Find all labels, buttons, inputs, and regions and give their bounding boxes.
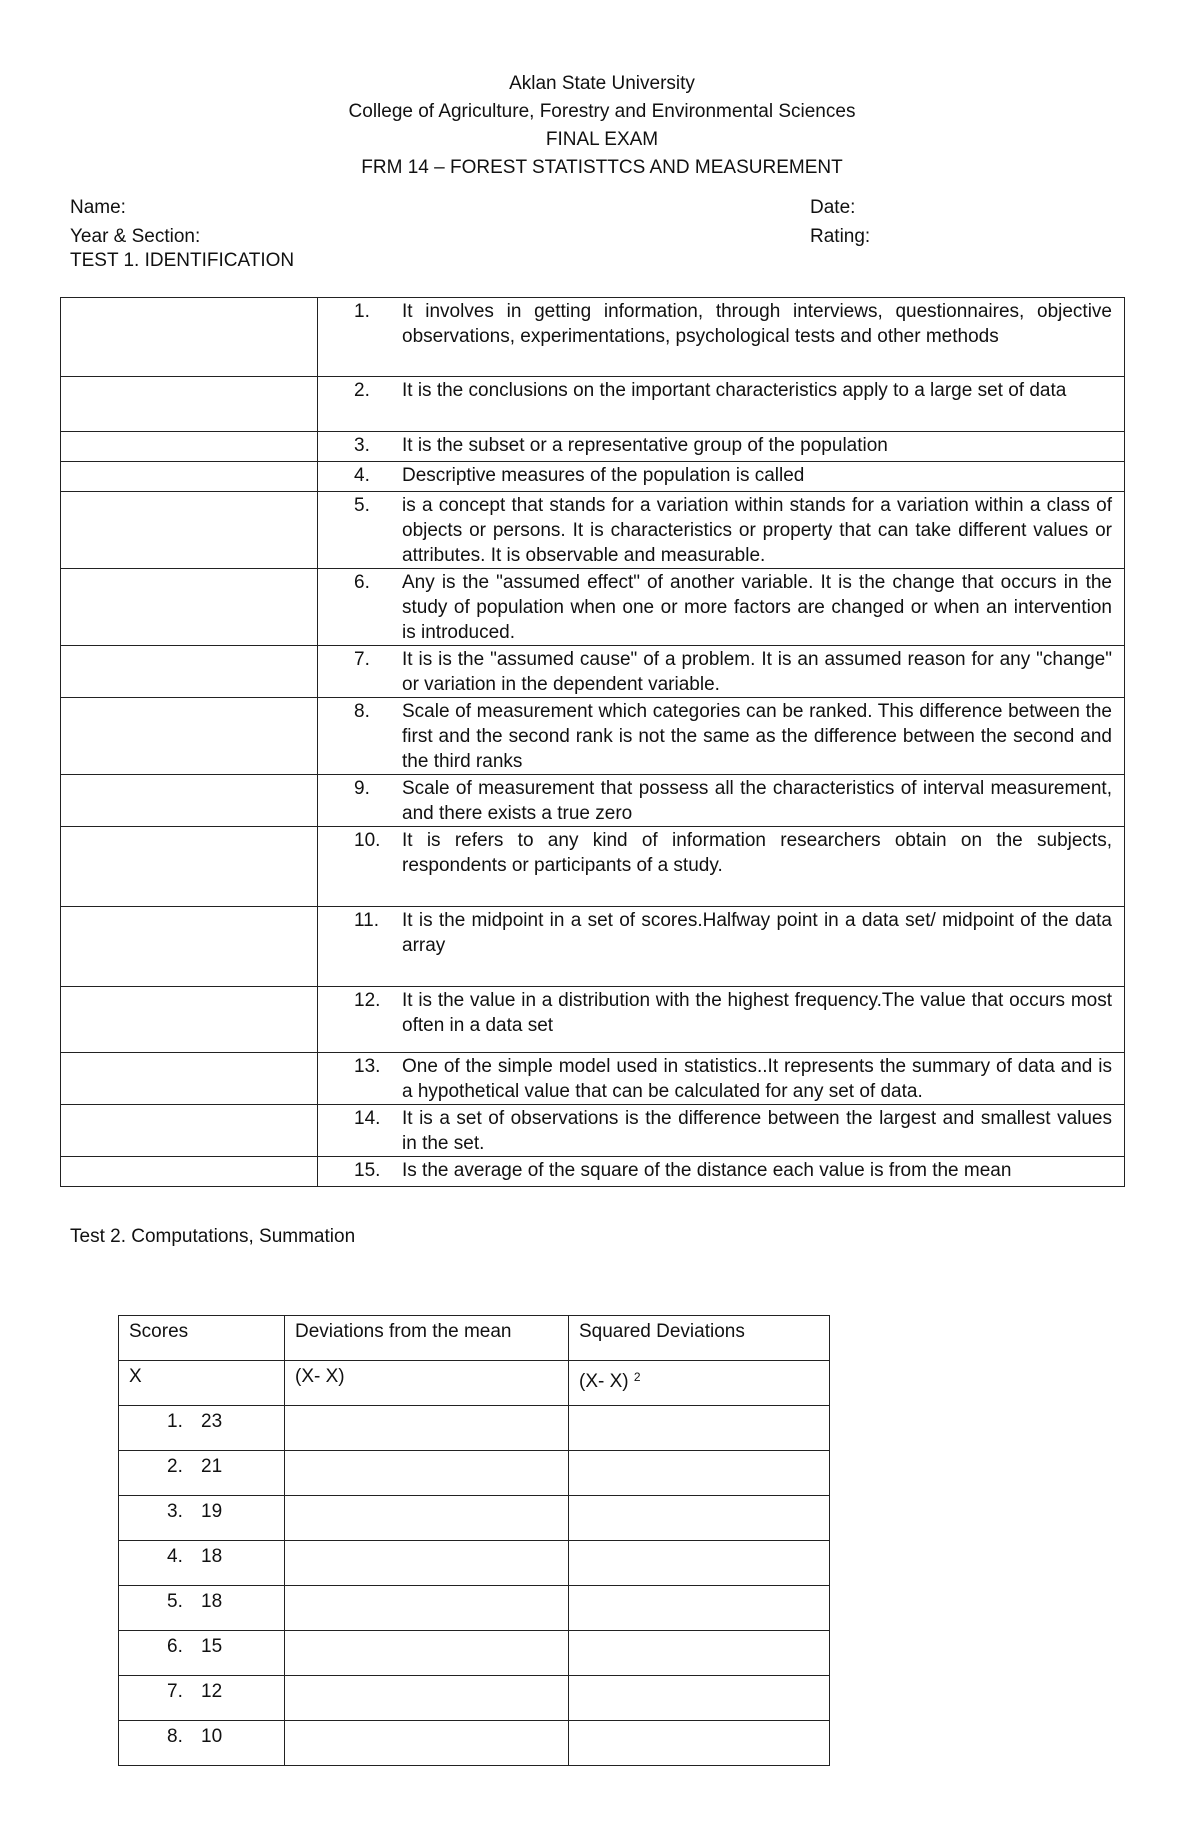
question-text: It is the conclusions on the important characteristics apply to a large set of data [402, 380, 1067, 401]
score-cell [119, 1451, 285, 1496]
table-row [61, 827, 1125, 907]
question-number: 5. [354, 495, 370, 516]
score-number: 4. [167, 1546, 183, 1567]
question-cell [318, 492, 1125, 569]
score-cell [119, 1676, 285, 1721]
table-row [61, 907, 1125, 987]
score-number: 1. [167, 1411, 183, 1432]
test2-title: Test 2. Computations, Summation [70, 1226, 356, 1247]
question-cell [318, 1105, 1125, 1157]
score-cell [119, 1496, 285, 1541]
table-header-row [119, 1316, 830, 1361]
table-row [61, 646, 1125, 698]
name-label: Name: [70, 197, 126, 218]
squared-deviation-cell[interactable] [569, 1586, 830, 1631]
question-cell [318, 698, 1125, 775]
question-text: It is a set of observations is the difference between the largest and smallest values in the set. [402, 1108, 1112, 1154]
deviation-cell[interactable] [285, 1541, 569, 1586]
question-number: 13. [354, 1056, 381, 1077]
identification-table [60, 297, 1125, 1187]
college-name: College of Agriculture, Forestry and Environmental Sciences [348, 101, 856, 122]
header-scores: Scores [119, 1316, 285, 1361]
header-squared-deviations: Squared Deviations [569, 1316, 830, 1361]
score-value: 19 [201, 1501, 223, 1522]
squared-exponent: 2 [633, 1370, 641, 1384]
score-number: 5. [167, 1591, 183, 1612]
question-cell [318, 298, 1125, 377]
question-cell [318, 827, 1125, 907]
question-text: It is the subset or a representative group of the population [402, 435, 888, 456]
squared-deviation-cell[interactable] [569, 1676, 830, 1721]
table-row [119, 1406, 830, 1451]
table-row [119, 1451, 830, 1496]
score-value: 21 [201, 1456, 223, 1477]
answer-cell[interactable] [61, 1105, 318, 1157]
score-number: 7. [167, 1681, 183, 1702]
table-row [61, 1105, 1125, 1157]
header-deviations: Deviations from the mean [285, 1316, 569, 1361]
answer-cell[interactable] [61, 377, 318, 432]
date-label: Date: [810, 197, 856, 218]
question-cell [318, 1053, 1125, 1105]
question-cell [318, 646, 1125, 698]
question-text: One of the simple model used in statistics..It represents the summary of data and is a hypothetical value that can be calculated for any set of data. [402, 1056, 1112, 1102]
question-number: 12. [354, 990, 381, 1011]
table-row [61, 1157, 1125, 1187]
table-row [61, 377, 1125, 432]
table-subheader-row [119, 1361, 830, 1406]
answer-cell[interactable] [61, 698, 318, 775]
score-value: 18 [201, 1546, 223, 1567]
table-row [61, 492, 1125, 569]
deviation-cell[interactable] [285, 1676, 569, 1721]
question-number: 3. [354, 435, 370, 456]
score-number: 6. [167, 1636, 183, 1657]
table-row [119, 1676, 830, 1721]
table-row [61, 987, 1125, 1053]
table-row [119, 1541, 830, 1586]
student-info [70, 193, 1130, 251]
table-row [119, 1721, 830, 1766]
question-text: Is the average of the square of the distance each value is from the mean [402, 1160, 1012, 1181]
question-number: 14. [354, 1108, 381, 1129]
squared-deviation-cell[interactable] [569, 1631, 830, 1676]
squared-deviation-cell[interactable] [569, 1721, 830, 1766]
question-text: It involves in getting information, through interviews, questionnaires, objective observations, experimentations, psychological tests and other methods [402, 301, 1112, 347]
answer-cell[interactable] [61, 1157, 318, 1187]
question-cell [318, 1157, 1125, 1187]
score-cell [119, 1586, 285, 1631]
answer-cell[interactable] [61, 569, 318, 646]
question-number: 6. [354, 572, 370, 593]
answer-cell[interactable] [61, 775, 318, 827]
exam-title: FINAL EXAM [545, 129, 659, 150]
question-cell [318, 432, 1125, 462]
answer-cell[interactable] [61, 987, 318, 1053]
answer-cell[interactable] [61, 646, 318, 698]
question-text: Scale of measurement that possess all the characteristics of interval measurement, and there exists a true zero [402, 778, 1112, 824]
course-title: FRM 14 – FOREST STATISTTCS AND MEASUREMENT [361, 157, 843, 178]
table-row [61, 1053, 1125, 1105]
squared-deviation-cell[interactable] [569, 1496, 830, 1541]
squared-deviation-cell[interactable] [569, 1541, 830, 1586]
answer-cell[interactable] [61, 492, 318, 569]
question-cell [318, 569, 1125, 646]
score-cell [119, 1631, 285, 1676]
subheader-deviation-formula: (X- X) [285, 1361, 569, 1406]
question-text: It is the midpoint in a set of scores.Halfway point in a data set/ midpoint of the data array [402, 910, 1112, 956]
squared-deviation-cell[interactable] [569, 1406, 830, 1451]
question-number: 1. [354, 301, 370, 322]
answer-cell[interactable] [61, 1053, 318, 1105]
question-number: 10. [354, 830, 381, 851]
score-number: 8. [167, 1726, 183, 1747]
score-value: 15 [201, 1636, 223, 1657]
subheader-squared-formula [569, 1361, 830, 1406]
table-row [119, 1496, 830, 1541]
answer-cell[interactable] [61, 298, 318, 377]
table-row [61, 569, 1125, 646]
score-cell [119, 1541, 285, 1586]
table-row [61, 775, 1125, 827]
score-value: 18 [201, 1591, 223, 1612]
university-name: Aklan State University [509, 73, 695, 94]
score-cell [119, 1721, 285, 1766]
score-number: 2. [167, 1456, 183, 1477]
question-number: 11. [354, 910, 380, 931]
score-value: 23 [201, 1411, 223, 1432]
squared-formula-base: (X- X) [579, 1371, 629, 1392]
answer-cell[interactable] [61, 462, 318, 492]
table-row [61, 298, 1125, 377]
test1-title: TEST 1. IDENTIFICATION [70, 250, 295, 271]
question-text: It is is the "assumed cause" of a problem. It is an assumed reason for any "change" or variation in the dependent variable. [402, 649, 1112, 695]
deviation-cell[interactable] [285, 1451, 569, 1496]
exam-header [0, 70, 1200, 182]
answer-cell[interactable] [61, 907, 318, 987]
question-number: 7. [354, 649, 370, 670]
year-section-label: Year & Section: [70, 226, 201, 247]
question-text: Scale of measurement which categories can be ranked. This difference between the first and the second rank is not the same as the difference between the second and the third ranks [402, 701, 1112, 772]
question-number: 8. [354, 701, 370, 722]
answer-cell[interactable] [61, 827, 318, 907]
score-cell [119, 1406, 285, 1451]
squared-deviation-cell[interactable] [569, 1451, 830, 1496]
score-value: 10 [201, 1726, 223, 1747]
rating-label: Rating: [810, 226, 871, 247]
question-number: 4. [354, 465, 370, 486]
table-row [119, 1586, 830, 1631]
subheader-x: X [119, 1361, 285, 1406]
table-row [119, 1631, 830, 1676]
question-cell [318, 907, 1125, 987]
deviation-cell[interactable] [285, 1406, 569, 1451]
table-row [61, 432, 1125, 462]
score-number: 3. [167, 1501, 183, 1522]
question-number: 15. [354, 1160, 381, 1181]
question-cell [318, 377, 1125, 432]
question-text: Descriptive measures of the population is called [402, 465, 805, 486]
question-text: It is refers to any kind of information researchers obtain on the subjects, respondents or participants of a study. [402, 830, 1112, 876]
deviation-cell[interactable] [285, 1721, 569, 1766]
question-number: 9. [354, 778, 370, 799]
question-cell [318, 462, 1125, 492]
question-number: 2. [354, 380, 370, 401]
question-text: is a concept that stands for a variation within stands for a variation within a class of objects or persons. It is characteristics or property that can take different values or attributes. It is observable and measurable. [402, 495, 1112, 566]
table-row [61, 698, 1125, 775]
question-text: Any is the "assumed effect" of another variable. It is the change that occurs in the study of population when one or more factors are changed or when an intervention is introduced. [402, 572, 1112, 643]
computation-table [118, 1315, 830, 1766]
deviation-cell[interactable] [285, 1586, 569, 1631]
question-cell [318, 987, 1125, 1053]
score-value: 12 [201, 1681, 223, 1702]
table-row [61, 462, 1125, 492]
deviation-cell[interactable] [285, 1496, 569, 1541]
question-cell [318, 775, 1125, 827]
deviation-cell[interactable] [285, 1631, 569, 1676]
question-text: It is the value in a distribution with the highest frequency.The value that occurs most often in a data set [402, 990, 1112, 1036]
answer-cell[interactable] [61, 432, 318, 462]
